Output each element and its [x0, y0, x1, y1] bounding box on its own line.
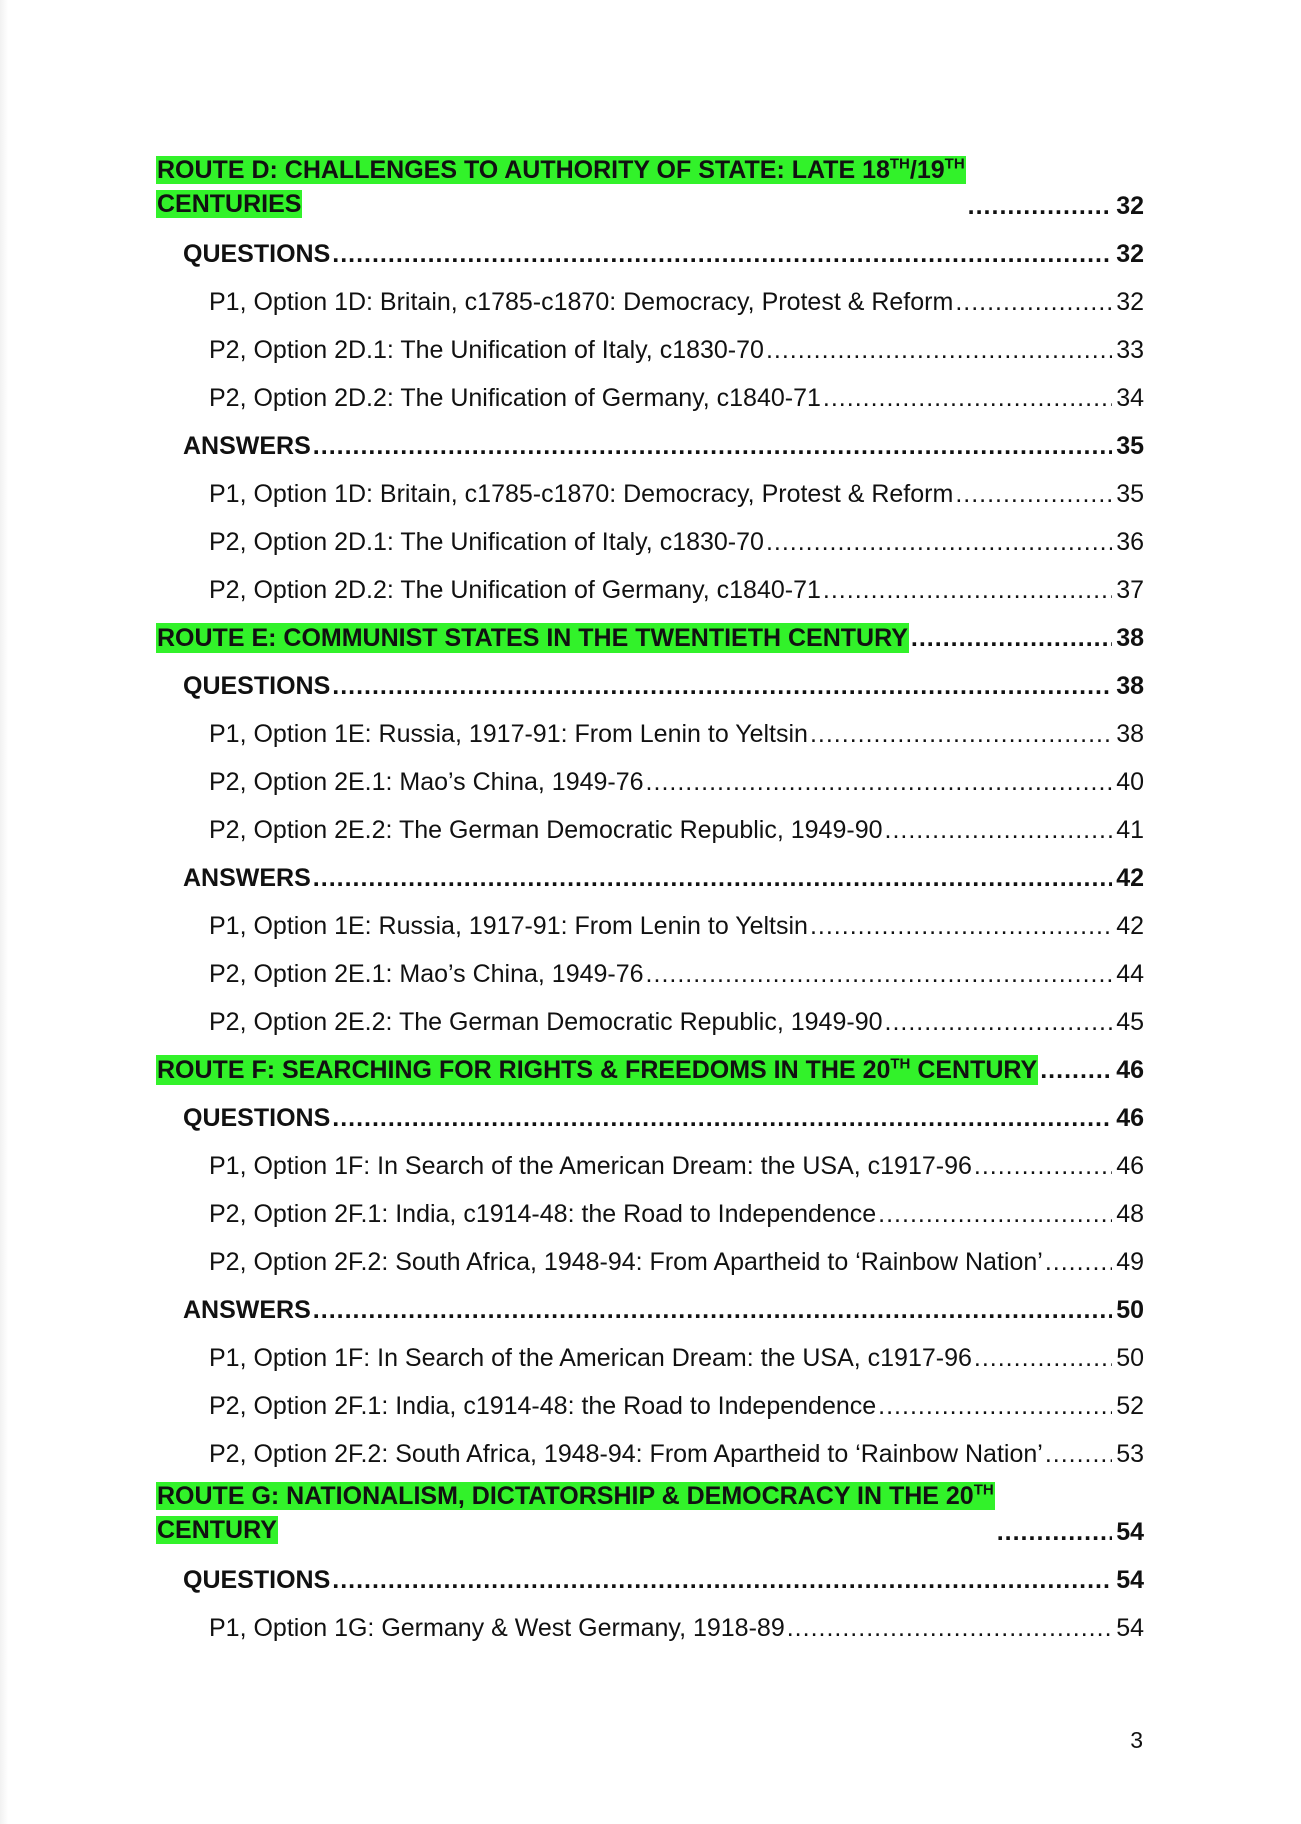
page-number: 49	[1116, 1248, 1144, 1276]
entry-label: QUESTIONS	[183, 240, 331, 268]
route-d-heading	[156, 153, 966, 221]
toc-entry-route-e[interactable]	[156, 605, 1144, 653]
page-number: 32	[1116, 288, 1144, 316]
dot-leader	[974, 1151, 1112, 1181]
dot-leader	[1040, 1055, 1112, 1085]
dot-leader	[766, 335, 1112, 365]
entry-label: P1, Option 1F: In Search of the American Dream: the USA, c1917-96	[209, 1344, 972, 1372]
dot-leader	[823, 383, 1112, 413]
page-edge-shadow	[0, 0, 8, 1824]
page-number: 32	[1116, 240, 1144, 268]
toc-entry-route-f-q1[interactable]	[156, 1133, 1144, 1181]
route-d-mid: /19	[909, 156, 945, 184]
page-number: 33	[1116, 336, 1144, 364]
page-number: 44	[1116, 960, 1144, 988]
entry-label: P1, Option 1G: Germany & West Germany, 1918-89	[209, 1614, 785, 1642]
toc-entry-route-f-q2[interactable]	[156, 1181, 1144, 1229]
toc-entry-route-d-a3[interactable]	[156, 557, 1144, 605]
toc-entry-route-f-questions[interactable]	[156, 1085, 1144, 1133]
page-number: 53	[1116, 1440, 1144, 1468]
toc-entry-route-e-answers[interactable]	[156, 845, 1144, 893]
dot-leader	[810, 719, 1112, 749]
page-number: 34	[1116, 384, 1144, 412]
toc-entry-route-e-a1[interactable]	[156, 893, 1144, 941]
entry-label: P2, Option 2D.1: The Unification of Italy, c1830-70	[209, 528, 764, 556]
route-g-line2: CENTURY	[157, 1516, 277, 1544]
entry-label: P1, Option 1D: Britain, c1785-c1870: Democracy, Protest & Reform	[209, 288, 954, 316]
route-e-heading: ROUTE E: COMMUNIST STATES IN THE TWENTIETH CENTURY	[157, 624, 908, 652]
page-number: 46	[1116, 1056, 1144, 1084]
toc-entry-route-f-a2[interactable]	[156, 1373, 1144, 1421]
toc-entry-route-d-a2[interactable]	[156, 509, 1144, 557]
toc-entry-route-g-q1[interactable]	[156, 1595, 1144, 1643]
dot-leader	[787, 1613, 1112, 1643]
dot-leader	[313, 431, 1112, 461]
toc-entry-route-e-q2[interactable]	[156, 749, 1144, 797]
page-number: 35	[1116, 480, 1144, 508]
route-d-line2: CENTURIES	[157, 190, 302, 218]
toc-entry-route-d[interactable]	[156, 143, 1144, 221]
route-g-line1: ROUTE G: NATIONALISM, DICTATORSHIP & DEMOCRACY IN THE 20	[157, 1482, 974, 1510]
entry-label: P2, Option 2D.2: The Unification of Germany, c1840-71	[209, 384, 821, 412]
page-number: 37	[1116, 576, 1144, 604]
dot-leader	[766, 527, 1112, 557]
entry-label: P2, Option 2E.2: The German Democratic Republic, 1949-90	[209, 1008, 883, 1036]
entry-label: P2, Option 2E.1: Mao’s China, 1949-76	[209, 768, 644, 796]
page-number: 40	[1116, 768, 1144, 796]
dot-leader	[997, 1517, 1112, 1547]
entry-label: P2, Option 2F.2: South Africa, 1948-94: From Apartheid to ‘Rainbow Nation’	[209, 1248, 1043, 1276]
table-of-contents	[156, 143, 1144, 1643]
entry-label: P2, Option 2F.2: South Africa, 1948-94: From Apartheid to ‘Rainbow Nation’	[209, 1440, 1043, 1468]
route-g-heading	[156, 1479, 995, 1547]
dot-leader	[646, 959, 1112, 989]
entry-label: ANSWERS	[183, 1296, 311, 1324]
entry-label: QUESTIONS	[183, 1566, 331, 1594]
dot-leader	[911, 623, 1112, 653]
toc-entry-route-d-q3[interactable]	[156, 365, 1144, 413]
entry-label: P2, Option 2E.2: The German Democratic Republic, 1949-90	[209, 816, 883, 844]
dot-leader	[1045, 1247, 1112, 1277]
toc-entry-route-f-a3[interactable]	[156, 1421, 1144, 1469]
entry-label: P1, Option 1E: Russia, 1917-91: From Lenin to Yeltsin	[209, 720, 808, 748]
entry-label: QUESTIONS	[183, 672, 331, 700]
dot-leader	[823, 575, 1112, 605]
page-number: 32	[1116, 192, 1144, 220]
dot-leader	[332, 1565, 1112, 1595]
dot-leader	[878, 1199, 1112, 1229]
toc-entry-route-f-a1[interactable]	[156, 1325, 1144, 1373]
route-d-line1: ROUTE D: CHALLENGES TO AUTHORITY OF STATE: LATE 18	[157, 156, 890, 184]
page-number: 50	[1116, 1296, 1144, 1324]
dot-leader	[332, 671, 1112, 701]
toc-entry-route-d-questions[interactable]	[156, 221, 1144, 269]
entry-label: P2, Option 2F.1: India, c1914-48: the Road to Independence	[209, 1200, 877, 1228]
entry-label: P1, Option 1F: In Search of the American Dream: the USA, c1917-96	[209, 1152, 972, 1180]
page-number: 45	[1116, 1008, 1144, 1036]
entry-label: QUESTIONS	[183, 1104, 331, 1132]
route-d-sup2: TH	[944, 155, 965, 173]
toc-entry-route-g[interactable]	[156, 1469, 1144, 1547]
toc-entry-route-d-q1[interactable]	[156, 269, 1144, 317]
entry-label: P2, Option 2D.1: The Unification of Italy, c1830-70	[209, 336, 764, 364]
toc-entry-route-e-a2[interactable]	[156, 941, 1144, 989]
toc-entry-route-e-a3[interactable]	[156, 989, 1144, 1037]
route-f-sup: TH	[890, 1055, 911, 1073]
toc-entry-route-d-q2[interactable]	[156, 317, 1144, 365]
page-number: 35	[1116, 432, 1144, 460]
dot-leader	[1045, 1439, 1112, 1469]
entry-label: P2, Option 2F.1: India, c1914-48: the Road to Independence	[209, 1392, 877, 1420]
page-number: 46	[1116, 1152, 1144, 1180]
route-f-label-a: ROUTE F: SEARCHING FOR RIGHTS & FREEDOMS IN THE 20	[157, 1056, 891, 1084]
dot-leader	[968, 191, 1112, 221]
dot-leader	[313, 863, 1112, 893]
page-number: 42	[1116, 864, 1144, 892]
route-f-heading	[156, 1055, 1038, 1085]
dot-leader	[885, 815, 1113, 845]
toc-entry-route-d-answers[interactable]	[156, 413, 1144, 461]
entry-label: P1, Option 1D: Britain, c1785-c1870: Democracy, Protest & Reform	[209, 480, 954, 508]
route-d-sup1: TH	[889, 155, 910, 173]
dot-leader	[332, 1103, 1112, 1133]
entry-label: P2, Option 2D.2: The Unification of Germany, c1840-71	[209, 576, 821, 604]
page-number: 42	[1116, 912, 1144, 940]
route-g-sup: TH	[973, 1481, 994, 1499]
dot-leader	[878, 1391, 1112, 1421]
entry-label: ANSWERS	[183, 864, 311, 892]
footer-page-number: 3	[1130, 1727, 1143, 1753]
page-number: 46	[1116, 1104, 1144, 1132]
page-number: 38	[1116, 720, 1144, 748]
page-number: 50	[1116, 1344, 1144, 1372]
dot-leader	[955, 287, 1112, 317]
dot-leader	[810, 911, 1112, 941]
page-number: 41	[1116, 816, 1144, 844]
page-number: 54	[1116, 1566, 1144, 1594]
page-number: 48	[1116, 1200, 1144, 1228]
dot-leader	[885, 1007, 1113, 1037]
dot-leader	[974, 1343, 1112, 1373]
entry-label: P2, Option 2E.1: Mao’s China, 1949-76	[209, 960, 644, 988]
dot-leader	[955, 479, 1112, 509]
toc-entry-route-f[interactable]	[156, 1037, 1144, 1085]
dot-leader	[313, 1295, 1112, 1325]
page-number: 38	[1116, 624, 1144, 652]
toc-entry-route-f-answers[interactable]	[156, 1277, 1144, 1325]
page-number: 54	[1116, 1614, 1144, 1642]
entry-label: ANSWERS	[183, 432, 311, 460]
page-number: 54	[1116, 1518, 1144, 1546]
toc-entry-route-g-questions[interactable]	[156, 1547, 1144, 1595]
page-number: 36	[1116, 528, 1144, 556]
route-f-label-b: CENTURY	[910, 1056, 1038, 1084]
toc-entry-route-d-a1[interactable]	[156, 461, 1144, 509]
page-number: 52	[1116, 1392, 1144, 1420]
dot-leader	[332, 239, 1112, 269]
page-number: 38	[1116, 672, 1144, 700]
toc-entry-route-f-q3[interactable]	[156, 1229, 1144, 1277]
toc-entry-route-e-q1[interactable]	[156, 701, 1144, 749]
toc-entry-route-e-questions[interactable]	[156, 653, 1144, 701]
toc-entry-route-e-q3[interactable]	[156, 797, 1144, 845]
entry-label: P1, Option 1E: Russia, 1917-91: From Lenin to Yeltsin	[209, 912, 808, 940]
dot-leader	[646, 767, 1112, 797]
